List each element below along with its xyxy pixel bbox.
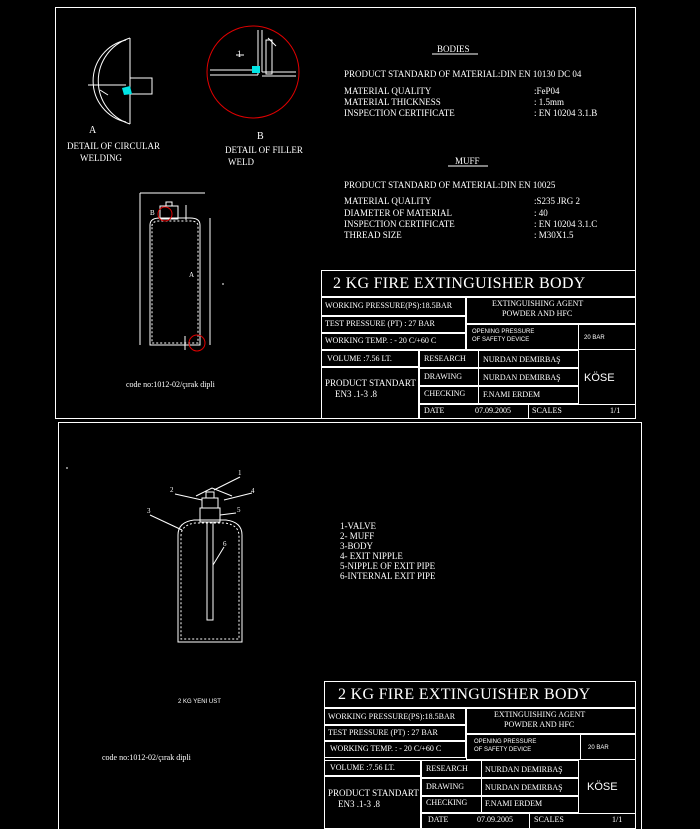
bodies-spec-value: : EN 10204 3.1.B xyxy=(534,108,598,118)
detail-a-caption: DETAIL OF CIRCULAR xyxy=(67,141,160,151)
bodies-spec-value: : 1.5mm xyxy=(534,97,565,107)
muff-heading: MUFF xyxy=(455,156,480,166)
muff-spec-value: : M30X1.5 xyxy=(534,230,574,240)
working-pressure: WORKING PRESSURE(PS):18.5BAR xyxy=(325,301,453,310)
date-label: DATE xyxy=(428,815,449,824)
scales-value: 1/1 xyxy=(610,406,621,415)
title-block-title: 2 KG FIRE EXTINGUISHER BODY xyxy=(333,275,586,292)
date-value: 07.09.2005 xyxy=(475,406,511,415)
callout-1: 1 xyxy=(238,469,242,477)
title-block-title: 2 KG FIRE EXTINGUISHER BODY xyxy=(338,686,591,703)
bodies-spec-label: INSPECTION CERTIFICATE xyxy=(344,108,455,118)
checking-label: CHECKING xyxy=(426,798,468,807)
callout-3: 3 xyxy=(147,507,151,515)
muff-spec-value: : 40 xyxy=(534,208,548,218)
agent-line-1: EXTINGUISHING AGENT xyxy=(492,299,584,308)
checking-label: CHECKING xyxy=(424,389,466,398)
product-standard-1: PRODUCT STANDART xyxy=(325,378,416,388)
parts-list-item: 5-NIPPLE OF EXIT PIPE xyxy=(340,561,436,571)
parts-list-item: 1-VALVE xyxy=(340,521,377,531)
muff-spec-label: DIAMETER OF MATERIAL xyxy=(344,208,452,218)
opening-pressure-value: 20 BAR xyxy=(584,335,605,341)
working-temp: WORKING TEMP. : - 20 C/+60 C xyxy=(330,744,442,753)
callout-5: 5 xyxy=(237,506,241,514)
muff-spec-label: MATERIAL QUALITY xyxy=(344,196,432,206)
body-label-a: A xyxy=(189,271,195,279)
scales-value: 1/1 xyxy=(612,815,623,824)
research-value: NURDAN DEMIRBAŞ xyxy=(483,355,561,364)
working-pressure: WORKING PRESSURE(PS):18.5BAR xyxy=(328,712,456,721)
detail-b-callout: 1 xyxy=(237,49,242,59)
callout-6: 6 xyxy=(223,540,227,548)
code-note: code no:1012-02/çırak dipli xyxy=(126,380,215,389)
muff-spec-label: INSPECTION CERTIFICATE xyxy=(344,219,455,229)
drawing-value: NURDAN DEMIRBAŞ xyxy=(485,783,563,792)
volume: VOLUME :7.56 LT. xyxy=(327,354,392,363)
muff-standard: PRODUCT STANDARD OF MATERIAL:DIN EN 10025 xyxy=(344,180,556,190)
company-name: KÖSE xyxy=(584,372,615,384)
agent-line-2: POWDER AND HFC xyxy=(504,720,575,729)
bodies-spec-label: MATERIAL THICKNESS xyxy=(344,97,441,107)
company-name: KÖSE xyxy=(587,781,618,793)
body-label-b: B xyxy=(150,209,155,217)
agent-line-2: POWDER AND HFC xyxy=(502,309,573,318)
research-value: NURDAN DEMIRBAŞ xyxy=(485,765,563,774)
bodies-spec-label: MATERIAL QUALITY xyxy=(344,86,432,96)
research-label: RESEARCH xyxy=(426,764,468,773)
scales-label: SCALES xyxy=(534,815,564,824)
opening-pressure-2: OF SAFETY DEVICE xyxy=(472,337,530,343)
opening-pressure-1: OPENING PRESSURE xyxy=(472,329,535,335)
parts-list-item: 3-BODY xyxy=(340,541,373,551)
detail-b-caption-2: WELD xyxy=(228,157,254,167)
date-label: DATE xyxy=(424,406,445,415)
test-pressure: TEST PRESSURE (PT) : 27 BAR xyxy=(328,728,438,737)
drawing-label: DRAWING xyxy=(424,372,463,381)
view-caption: 2 KG YENI UST xyxy=(178,699,221,705)
callout-2: 2 xyxy=(170,486,174,494)
product-standard-2: EN3 .1-3 .8 xyxy=(338,799,380,809)
drawing-label: DRAWING xyxy=(426,782,465,791)
product-standard-2: EN3 .1-3 .8 xyxy=(335,389,377,399)
detail-a-caption-2: WELDING xyxy=(80,153,122,163)
test-pressure: TEST PRESSURE (PT) : 27 BAR xyxy=(325,319,435,328)
muff-spec-label: THREAD SIZE xyxy=(344,230,402,240)
opening-pressure-2: OF SAFETY DEVICE xyxy=(474,747,532,753)
detail-a-letter: A xyxy=(89,125,97,136)
working-temp: WORKING TEMP. : - 20 C/+60 C xyxy=(325,336,437,345)
scales-label: SCALES xyxy=(532,406,562,415)
opening-pressure-value: 20 BAR xyxy=(588,745,609,751)
checking-value: F.NAMI ERDEM xyxy=(485,799,543,808)
bodies-standard: PRODUCT STANDARD OF MATERIAL:DIN EN 10130 DC 04 xyxy=(344,69,582,79)
drawing-value: NURDAN DEMIRBAŞ xyxy=(483,373,561,382)
detail-b-letter: B xyxy=(257,131,264,142)
volume: VOLUME :7.56 LT. xyxy=(330,763,395,772)
date-value: 07.09.2005 xyxy=(477,815,513,824)
assembly-drawing xyxy=(66,468,252,642)
parts-list-item: 4- EXIT NIPPLE xyxy=(340,551,403,561)
muff-spec-value: : EN 10204 3.1.C xyxy=(534,219,598,229)
muff-spec-value: :S235 JRG 2 xyxy=(534,196,581,206)
research-label: RESEARCH xyxy=(424,354,466,363)
parts-list-item: 6-INTERNAL EXIT PIPE xyxy=(340,571,436,581)
agent-line-1: EXTINGUISHING AGENT xyxy=(494,710,586,719)
product-standard-1: PRODUCT STANDART xyxy=(328,788,419,798)
code-note: code no:1012-02/çırak dipli xyxy=(102,753,191,762)
callout-4: 4 xyxy=(251,487,255,495)
detail-b-caption: DETAIL OF FILLER xyxy=(225,145,303,155)
checking-value: F.NAMI ERDEM xyxy=(483,390,541,399)
opening-pressure-1: OPENING PRESSURE xyxy=(474,739,537,745)
bodies-spec-value: :FeP04 xyxy=(534,86,560,96)
bodies-heading: BODIES xyxy=(437,44,470,54)
parts-list-item: 2- MUFF xyxy=(340,531,375,541)
